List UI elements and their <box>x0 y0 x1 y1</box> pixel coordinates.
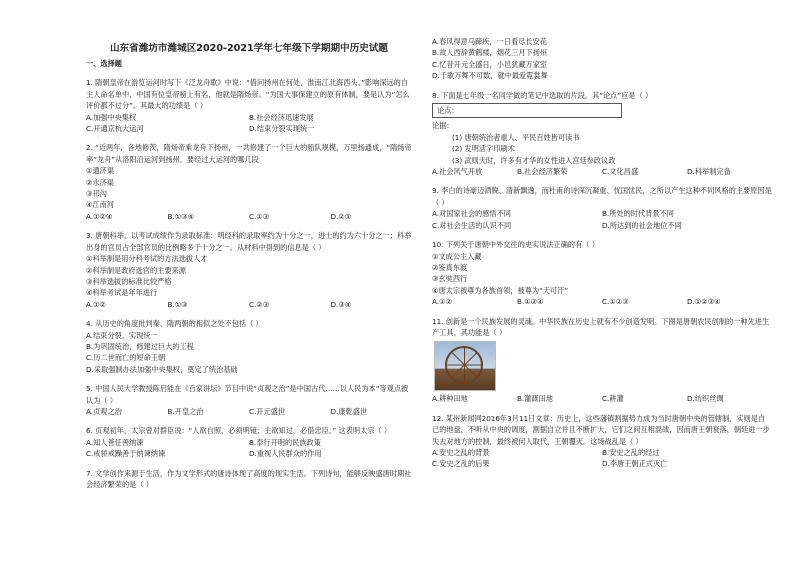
question-8 <box>432 90 772 178</box>
option: B.故人西辞黄鹤楼，烟花三月下扬州 <box>432 48 548 58</box>
question-3 <box>86 230 412 310</box>
question-text: 11. 创新是一个民族发展的灵魂。中华民族在历史上就有不少创造发明。下图是唐朝农民创制的一种先进生产工具，其功能是（ ） <box>432 316 770 337</box>
waterwheel-icon <box>445 346 483 384</box>
option: C.对社会生活的认识不同 <box>432 220 512 230</box>
evidence-label: 论据： <box>432 121 454 131</box>
item: ③科举选拔的标准比较严格 <box>86 276 172 286</box>
option: B.奉行开明的民族政策 <box>249 437 321 447</box>
option: B.开皇之治 <box>167 406 204 416</box>
option: C.忆昔开元全盛日，小邑犹藏万家室 <box>432 59 548 69</box>
question-9 <box>432 185 772 231</box>
item: ②科举制是政府选官的主要来源 <box>86 265 186 275</box>
option: D.纺织丝绸 <box>687 394 724 404</box>
right-column <box>432 0 772 470</box>
option: C.①②③ <box>602 297 629 307</box>
question-text: 10. 下列关于唐朝中外交往的史实说法正确的有（ ） <box>432 240 599 250</box>
question-text: 2. “近两年，各地修茨，隋炀帝乘龙舟下扬州，一共修建了一个巨大的船队规模，万里扬通成，“隋炀帝率“龙舟”从洛阳沿运河到扬州，要经过大运河的哪几段 <box>86 143 412 164</box>
option: A.结束分裂，实现统一 <box>86 330 158 340</box>
item: ②鉴真东渡 <box>432 262 468 272</box>
question-4 <box>86 318 412 375</box>
option: C.开通京杭大运河 <box>86 124 144 134</box>
question-6 <box>86 425 412 459</box>
option: B.为巩固统治，修建过巨大的工程 <box>86 341 194 351</box>
option: B.灌溉田地 <box>517 394 553 404</box>
option: B.所处的时代背景不同 <box>602 209 674 219</box>
option: A.贞观之治 <box>86 406 122 416</box>
option: A.社会风气开放 <box>432 167 483 177</box>
waterwheel-image <box>434 341 496 391</box>
option: D.科举制完备 <box>687 167 731 177</box>
question-7-options <box>432 36 772 82</box>
item: ④江南河 <box>86 200 115 210</box>
option: C.①③ <box>249 211 270 221</box>
option: A.安史之乱的背景 <box>432 447 490 457</box>
option: A.知人善任善纳谏 <box>86 437 144 447</box>
item: ①文成公主入藏 <box>432 251 482 261</box>
question-text: 12. 某州新闻网2016年3月11日文章：历史上，这些藩镇割据势力成为当时唐朝中央的管辖制，实则是自己的地盘，不听从中央的调度，割据自立并且不断扩大，它们之间互相混战，因而唐王朝衰落，朝廷进一步失去对地方的控制，最终被何人取代，王朝覆灭。这场战乱是（ ） <box>432 413 770 446</box>
option: D.所达到的社会地位不同 <box>602 220 682 230</box>
option: B.安史之乱的经过 <box>602 447 660 457</box>
option: D.①②③④ <box>687 297 721 307</box>
question-text: 6. 贞观初年，太宗曾对群臣说：“人欲自照，必须明镜；主欲知过，必借忠臣。” 这表明太宗（ ） <box>86 426 392 436</box>
option: C.②③ <box>249 299 270 309</box>
option: D.千歌万舞不可数，就中最爱霓裳舞 <box>432 71 548 81</box>
option: A.①② <box>432 297 452 307</box>
left-column <box>86 0 412 490</box>
option: C.历二世而亡的短命王朝 <box>86 353 166 363</box>
option: D.结束分裂实现统一 <box>249 124 315 134</box>
item: ④唐太宗被尊为各族首领，被尊为“天可汗” <box>432 285 569 295</box>
question-text: 1. 隋朝皇帝在游览运河时写下《泛龙舟歌》中说：“借问扬州在何处，淮南江北海西头。”影响深远的自主人命名单中，中国有位皇帝榜上有名，他就是隋炀帝。“为国大事保建立的原有体制，要是认为“怎么评价都不过分”。其最大的功绩是（ ） <box>86 78 410 111</box>
item: ①通济渠 <box>86 166 115 176</box>
question-7 <box>86 468 412 491</box>
option: C.戒骄戒躁善于纳谏纳谏 <box>86 449 166 459</box>
option: B.社会经济繁荣 <box>517 167 568 177</box>
option: D.重视人民群众的作用 <box>249 449 322 459</box>
section-heading: 一、选择题 <box>86 59 122 68</box>
question-text: 5. 中国人民大学教授陈启能在《百家讲坛》节目中说“贞观之治”是中国古代……以人民为本”等观点被认为（ ） <box>86 384 409 405</box>
thesis-label: 论点： <box>437 106 459 116</box>
question-2 <box>86 142 412 222</box>
option: B.①③④ <box>517 297 544 307</box>
option: A.耕种田地 <box>432 394 468 404</box>
question-text: 9. 李白的诗豪迈洒脱、清新飘逸，而杜甫的诗深沉凝重、忧国忧民，之所以产生这种不同风格的主要原因是（ ） <box>432 186 772 207</box>
question-text: 3. 唐朝科举，以考试成绩作为录取标准：明经科的录取率约为十分之一，进士的约为六十分之一；科举出身的官员占全部官员的比例略多于十分之一。从材料中得到的信息是（ ） <box>86 231 412 252</box>
option: C.开元盛世 <box>249 406 286 416</box>
question-12 <box>432 413 772 470</box>
item: ①科举制是用分科考试的方法选拔人才 <box>86 254 208 264</box>
item: ③玄奘西行 <box>432 274 468 284</box>
question-text: 8. 下面是七年级一名同学做的笔记中选取的片段。其“论点”应是（ ） <box>432 90 653 100</box>
evidence-item: (3) 武则天时，许多有才华的女性进入宫廷参政议政 <box>452 155 616 165</box>
option: A.对国家社会的感悟不同 <box>432 209 511 219</box>
evidence-item: (1) 唐朝统治者重人、平民百姓皆可读书 <box>452 132 580 142</box>
option: D.②③ <box>330 211 352 221</box>
option: B.社会经济迅速发展 <box>249 112 314 122</box>
question-11 <box>432 316 772 405</box>
question-5 <box>86 383 412 417</box>
option: D.康乾盛世 <box>330 406 368 416</box>
item: ②永济渠 <box>86 177 115 187</box>
question-1 <box>86 77 412 134</box>
question-10 <box>432 239 772 307</box>
option: A.①②④ <box>86 211 113 221</box>
option: C.耕灌 <box>602 394 624 404</box>
option: D.李唐王朝正式灭亡 <box>602 459 668 469</box>
option: D.③④ <box>330 299 352 309</box>
thesis-box <box>432 103 622 118</box>
question-text: 4. 从历史的角度批判秦、隋两朝的相似之处不包括（ ） <box>86 319 263 329</box>
option: B.①③④ <box>167 211 195 221</box>
option: D.采取强制办法加强中央集权，奠定了统治基础 <box>86 364 238 374</box>
option: C.文化昌盛 <box>602 167 639 177</box>
option: A.①② <box>86 299 106 309</box>
item: ③邗沟 <box>86 189 107 199</box>
option: B.①③ <box>167 299 188 309</box>
item: ④科举考试是年年进行 <box>86 288 158 298</box>
page-title: 山东省潍坊市潍城区2020-2021学年七年级下学期期中历史试题 <box>109 43 389 54</box>
question-text: 7. 文学创作来源于生活，作为文学形式的唐诗体现了高度的现实生活。下列诗句，能够反映盛唐时期社会经济繁荣的是（ ） <box>86 468 412 489</box>
option: A.加强中央集权 <box>86 112 137 122</box>
option: A.春风得意马蹄疾，一日看尽长安花 <box>432 37 547 46</box>
option: C.安史之乱的后果 <box>432 459 490 469</box>
evidence-item: (2) 发明活字印刷术 <box>452 144 515 154</box>
